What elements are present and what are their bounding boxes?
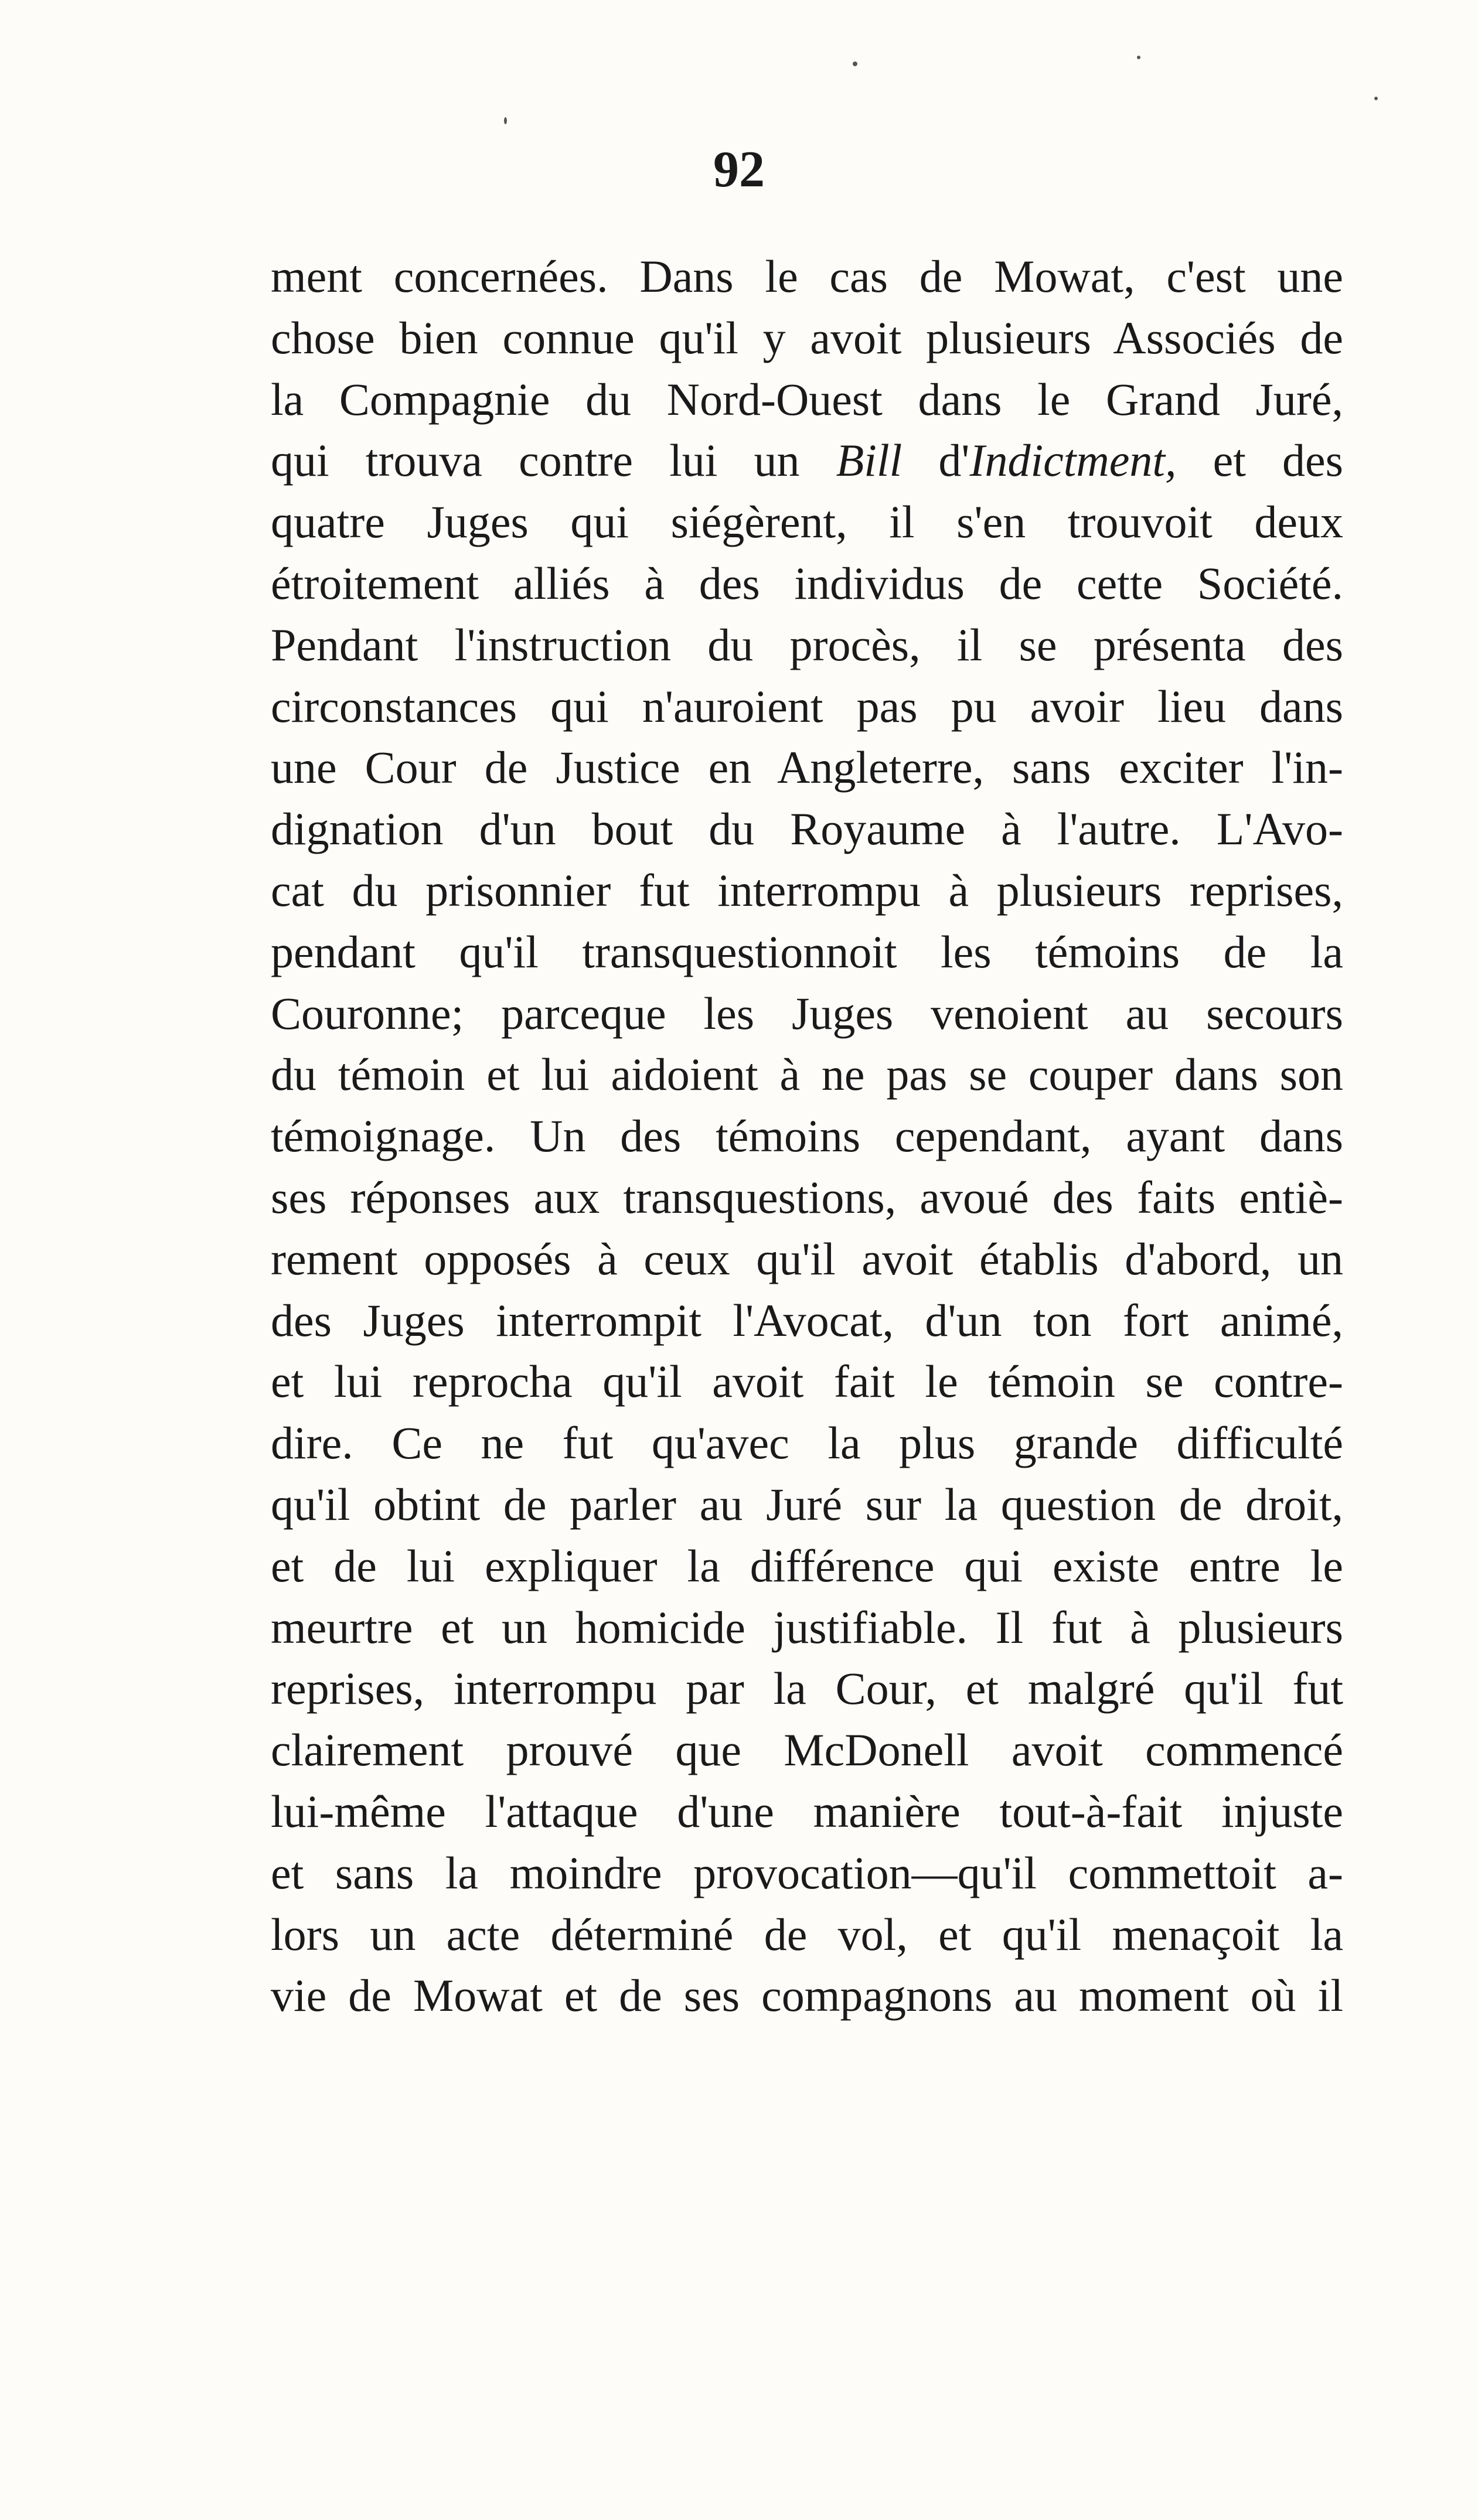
text-segment: et des <box>1176 435 1344 486</box>
text-segment: dire. Ce ne fut qu'avec la plus grande difficulté <box>271 1417 1343 1469</box>
text-line <box>271 1290 1343 1352</box>
text-line <box>271 1536 1343 1597</box>
paper-speck <box>504 117 507 124</box>
text-segment: clairement prouvé que McDonell avoit commencé <box>271 1724 1343 1776</box>
text-line <box>271 492 1343 553</box>
text-segment: et de lui expliquer la différence qui existe entre le <box>271 1540 1343 1591</box>
page-number: 92 <box>713 141 765 198</box>
text-segment: lui-même l'attaque d'une manière tout-à-fait injuste <box>271 1785 1343 1837</box>
text-line <box>271 1965 1343 2027</box>
text-line <box>271 369 1343 431</box>
text-line <box>271 615 1343 676</box>
text-line <box>271 676 1343 738</box>
text-line <box>271 983 1343 1045</box>
text-segment: du témoin et lui aidoient à ne pas se couper dans son <box>271 1049 1343 1100</box>
text-segment: circonstances qui n'auroient pas pu avoir lieu dans <box>271 680 1343 732</box>
text-line <box>271 1904 1343 1966</box>
text-line <box>271 1351 1343 1413</box>
text-line <box>271 1229 1343 1290</box>
text-line <box>271 1597 1343 1659</box>
text-segment: cat du prisonnier fut interrompu à plusieurs reprises, <box>271 864 1343 916</box>
text-line <box>271 799 1343 860</box>
text-segment: d' <box>902 435 970 486</box>
italic-text: Bill <box>836 435 903 486</box>
text-segment: lors un acte déterminé de vol, et qu'il menaçoit la <box>271 1908 1343 1960</box>
text-segment: qui trouva contre lui un <box>271 435 836 486</box>
text-segment: rement opposés à ceux qu'il avoit établis d'abord, un <box>271 1233 1343 1284</box>
text-segment: quatre Juges qui siégèrent, il s'en trouvoit deux <box>271 496 1343 548</box>
italic-text: Indictment, <box>969 435 1177 486</box>
text-segment: une Cour de Justice en Angleterre, sans exciter l'in- <box>271 742 1343 793</box>
text-segment: dignation d'un bout du Royaume à l'autre. L'Avo- <box>271 803 1343 855</box>
paper-speck <box>1137 56 1140 59</box>
text-line <box>271 1413 1343 1474</box>
text-line <box>271 1843 1343 1904</box>
text-segment: et sans la moindre provocation—qu'il commettoit a- <box>271 1847 1343 1898</box>
text-line <box>271 1044 1343 1106</box>
text-segment: pendant qu'il transquestionnoit les témoins de la <box>271 926 1343 977</box>
text-segment: chose bien connue qu'il y avoit plusieurs Associés de <box>271 312 1343 363</box>
text-segment: reprises, interrompu par la Cour, et malgré qu'il fut <box>271 1663 1343 1714</box>
text-segment: ses réponses aux transquestions, avoué des faits entiè- <box>271 1171 1343 1223</box>
text-line <box>271 1106 1343 1167</box>
text-line <box>271 430 1343 492</box>
text-segment: Couronne; parceque les Juges venoient au secours <box>271 987 1343 1039</box>
text-line <box>271 860 1343 922</box>
text-line <box>271 553 1343 615</box>
text-line <box>271 737 1343 799</box>
text-line <box>271 1474 1343 1536</box>
text-line <box>271 308 1343 369</box>
text-line <box>271 1720 1343 1781</box>
text-segment: étroitement alliés à des individus de cette Société. <box>271 557 1343 609</box>
paper-speck <box>1374 97 1378 100</box>
text-line <box>271 1781 1343 1843</box>
text-line <box>271 1658 1343 1720</box>
text-segment: qu'il obtint de parler au Juré sur la question de droit, <box>271 1478 1343 1530</box>
text-segment: vie de Mowat et de ses compagnons au moment où il <box>271 1970 1343 2021</box>
text-segment: et lui reprocha qu'il avoit fait le témoin se contre- <box>271 1356 1343 1407</box>
text-segment: la Compagnie du Nord-Ouest dans le Grand Juré, <box>271 373 1343 425</box>
text-segment: ment concernées. Dans le cas de Mowat, c'est une <box>271 251 1343 302</box>
text-line <box>271 922 1343 983</box>
text-segment: témoignage. Un des témoins cependant, ayant dans <box>271 1110 1343 1162</box>
text-segment: meurtre et un homicide justifiable. Il fut à plusieurs <box>271 1601 1343 1653</box>
text-segment: Pendant l'instruction du procès, il se présenta des <box>271 619 1343 670</box>
paper-speck <box>853 62 857 66</box>
text-segment: des Juges interrompit l'Avocat, d'un ton fort animé, <box>271 1294 1343 1346</box>
body-text <box>271 246 1343 2027</box>
text-line <box>271 246 1343 308</box>
text-line <box>271 1167 1343 1229</box>
